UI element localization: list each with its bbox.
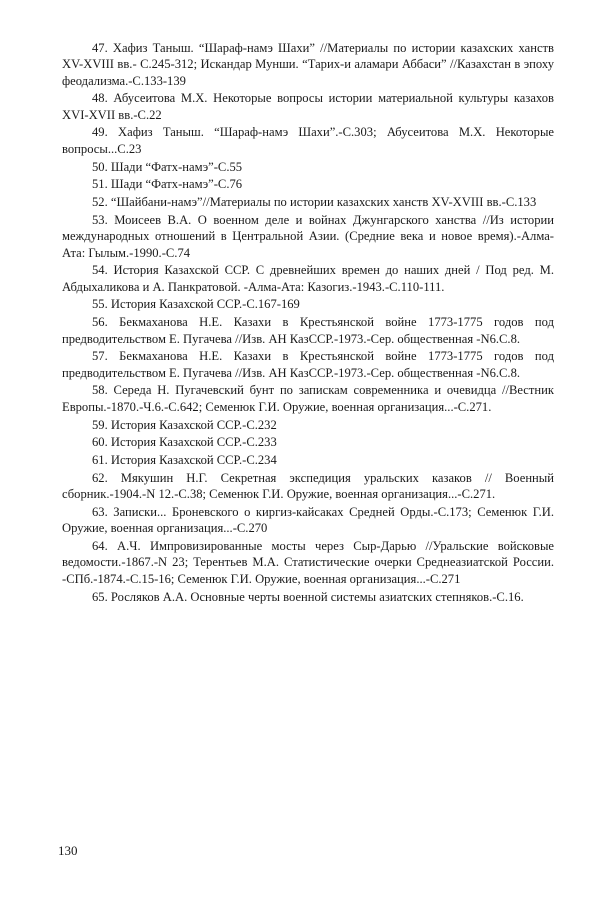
footnote-61: 61. История Казахской ССР.-С.234 [92,453,277,468]
footnote-47: 47. Хафиз Таныш. “Шараф-намэ Шахи” //Материалы по истории казахских ханств XV-XVIII вв.- С.245-312; Искандар Мунши. “Тарих-и аламари Аббаси” //Казахстан в эпоху феодализма.-С.133-139 [62,41,554,88]
page-number: 130 [58,843,78,858]
footnote-54: 54. История Казахской ССР. С древнейших времен до наших дней / Под ред. М. Абдыхаликова и А. Панкратовой. -Алма-Ата: Казогиз.-1943.-С.110-111. [62,263,554,294]
footnote-65: 65. Росляков А.А. Основные черты военной системы азиатских степняков.-С.16. [92,589,524,604]
footnote-63: 63. Записки... Броневского о киргиз-кайсаках Средней Орды.-С.173; Семенюк Г.И. Оружие, военная организация...-С.270 [62,505,554,536]
footnote-53: 53. Моисеев В.А. О военном деле и войнах Джунгарского ханства //Из истории международных отношений в Центральной Азии. (Средние века и новое время).-Алма-Ата: Гылым.-1990.-С.74 [62,212,554,260]
footnote-48: 48. Абусеитова М.Х. Некоторые вопросы истории материальной культуры казахов XVI-XVII вв.-С.22 [62,91,554,122]
footnote-51: 51. Шади “Фатх-намэ”-С.76 [92,177,243,192]
footnote-59: 59. История Казахской ССР.-С.232 [92,417,277,432]
footnote-58: 58. Середа Н. Пугачевский бунт по запискам современника и очевидца //Вестник Европы.-1870.-Ч.6.-С.642; Семенюк Г.И. Оружие, военная организация...-С.271. [62,383,554,414]
footnote-55: 55. История Казахской ССР.-С.167-169 [92,297,300,312]
footnote-50: 50. Шади “Фатх-намэ”-С.55 [92,159,243,174]
footnote-60: 60. История Казахской ССР.-С.233 [92,435,277,450]
footnote-64: 64. А.Ч. Импровизированные мосты через Сыр-Дарью //Уральские войсковые ведомости.-1867.-N 23; Терентьев М.А. Статистические очерки Среднеазиатской России. -СПб.-1874.-С.15-16; Семенюк Г.И. Оружие, военная организация...-С.271 [62,539,554,586]
footnote-49: 49. Хафиз Таныш. “Шараф-намэ Шахи”.-С.303; Абусеитова М.Х. Некоторые вопросы...С.23 [62,125,554,156]
footnote-56: 56. Бекмаханова Н.Е. Казахи в Крестьянской войне 1773-1775 годов под предводительством Е. Пугачева //Изв. АН КазССР.-1973.-Сер. общественная -N6.С.8. [62,315,554,346]
footnotes-list [62,40,554,606]
footnote-62: 62. Мякушин Н.Г. Секретная экспедиция уральских казаков // Военный сборник.-1904.-N 12.-С.38; Семенюк Г.И. Оружие, военная организация...-С.271. [62,470,554,502]
footnote-57: 57. Бекмаханова Н.Е. Казахи в Крестьянской войне 1773-1775 годов под предводительством Е. Пугачева //Изв. АН КазССР.-1973.-Сер. общественная -N6.С.8. [62,349,554,380]
footnote-52: 52. “Шайбани-намэ”//Материалы по истории казахских ханств XV-XVIII вв.-С.133 [92,195,537,210]
